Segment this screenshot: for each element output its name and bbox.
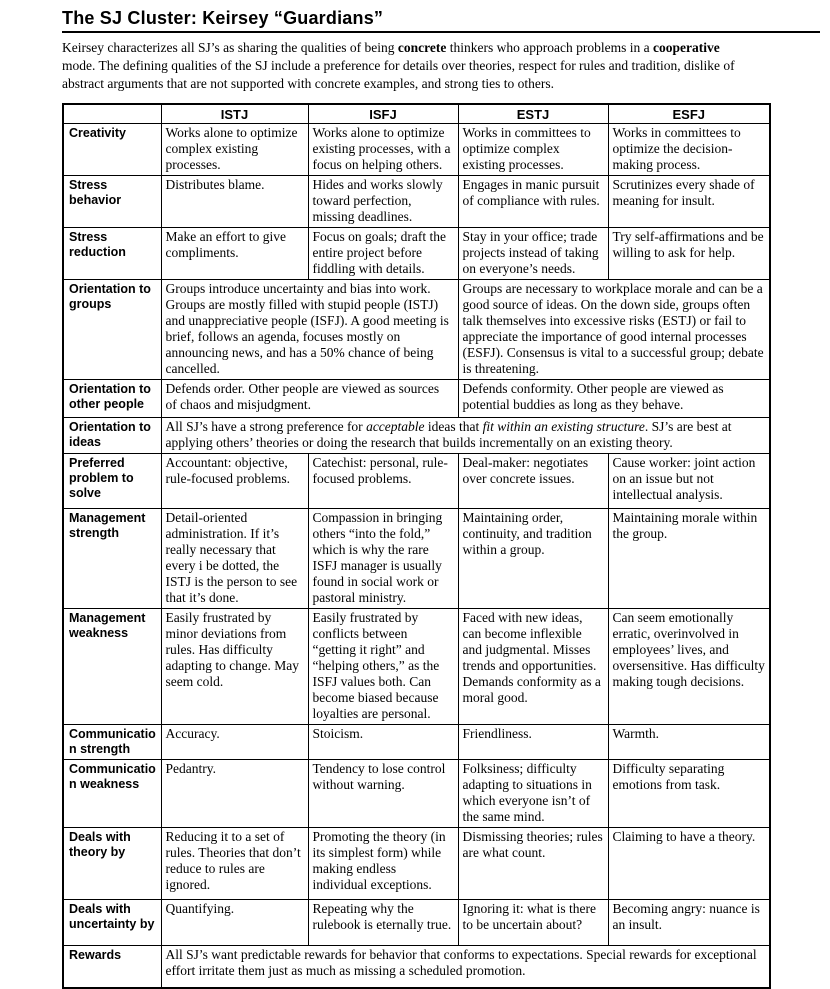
row-header-orientation-to-groups: Orientation to groups bbox=[63, 280, 161, 380]
title-rule bbox=[62, 31, 820, 33]
cell-estj-esfj: Groups are necessary to workplace morale and can be a good source of ideas. On the down side, groups often talk themselves into excessive risks (ESTJ) or fail to appreciate the importance of good internal processes (ESFJ). Consensus is vital to a successful group; debate is threatening. bbox=[458, 280, 770, 380]
row-orientation-to-ideas bbox=[63, 418, 770, 454]
ideas-text-2: ideas that bbox=[424, 419, 483, 434]
cell-esfj: Becoming angry: nuance is an insult. bbox=[608, 900, 770, 946]
cell-isfj: Works alone to optimize existing processes, with a focus on helping others. bbox=[308, 124, 458, 176]
cell-esfj: Warmth. bbox=[608, 725, 770, 760]
cell-estj: Faced with new ideas, can become inflexible and judgmental. Misses trends and opportunities. Demands conformity as a moral good. bbox=[458, 609, 608, 725]
intro-bold-concrete: concrete bbox=[397, 40, 447, 55]
cell-isfj: Easily frustrated by conflicts between “getting it right” and “helping others,” as the ISFJ values both. Can become biased because loyalties are personal. bbox=[308, 609, 458, 725]
cell-istj: Quantifying. bbox=[161, 900, 308, 946]
row-orientation-to-other-people bbox=[63, 380, 770, 418]
row-header-communication-weakness: Communication weakness bbox=[63, 760, 161, 828]
cell-istj: Make an effort to give compliments. bbox=[161, 228, 308, 280]
row-creativity bbox=[63, 124, 770, 176]
cell-istj: Reducing it to a set of rules. Theories that don’t reduce to rules are ignored. bbox=[161, 828, 308, 900]
cell-istj: Detail-oriented administration. If it’s really necessary that every i be dotted, the ISTJ is the person to see that it’s done. bbox=[161, 509, 308, 609]
row-header-management-weakness: Management weakness bbox=[63, 609, 161, 725]
cell-esfj: Scrutinizes every shade of meaning for insult. bbox=[608, 176, 770, 228]
cell-istj: Accuracy. bbox=[161, 725, 308, 760]
row-header-preferred-problem-to-solve: Preferred problem to solve bbox=[63, 454, 161, 509]
cell-istj: Distributes blame. bbox=[161, 176, 308, 228]
cell-all-sj: All SJ’s want predictable rewards for behavior that conforms to expectations. Special rewards for exceptional effort irritate them just as much as missing a scheduled promotion. bbox=[161, 946, 770, 988]
row-communication-strength bbox=[63, 725, 770, 760]
row-management-strength bbox=[63, 509, 770, 609]
cell-isfj: Catechist: personal, rule-focused problems. bbox=[308, 454, 458, 509]
page-title: The SJ Cluster: Keirsey “Guardians” bbox=[62, 8, 384, 28]
row-stress-behavior bbox=[63, 176, 770, 228]
intro-text-2: thinkers who approach problems in a bbox=[446, 40, 653, 55]
cell-esfj: Try self-affirmations and be willing to ask for help. bbox=[608, 228, 770, 280]
row-header-orientation-to-other-people: Orientation to other people bbox=[63, 380, 161, 418]
cell-estj: Works in committees to optimize complex existing processes. bbox=[458, 124, 608, 176]
cell-isfj: Hides and works slowly toward perfection, missing deadlines. bbox=[308, 176, 458, 228]
cell-estj: Deal-maker: negotiates over concrete issues. bbox=[458, 454, 608, 509]
row-header-deals-with-theory-by: Deals with theory by bbox=[63, 828, 161, 900]
cell-istj: Easily frustrated by minor deviations from rules. Has difficulty adapting to change. May seem cold. bbox=[161, 609, 308, 725]
cell-isfj: Repeating why the rulebook is eternally true. bbox=[308, 900, 458, 946]
row-communication-weakness bbox=[63, 760, 770, 828]
cell-estj: Engages in manic pursuit of compliance with rules. bbox=[458, 176, 608, 228]
cell-esfj: Cause worker: joint action on an issue but not intellectual analysis. bbox=[608, 454, 770, 509]
column-header-row bbox=[63, 104, 770, 124]
row-header-management-strength: Management strength bbox=[63, 509, 161, 609]
cell-estj-esfj: Defends conformity. Other people are viewed as potential buddies as long as they behave. bbox=[458, 380, 770, 418]
ideas-text-3: . SJ’s are best at applying others’ theories or doing the research that builds incrementally on an existing theory. bbox=[165, 419, 732, 450]
corner-cell bbox=[63, 104, 161, 124]
row-management-weakness bbox=[63, 609, 770, 725]
cell-estj: Maintaining order, continuity, and tradition within a group. bbox=[458, 509, 608, 609]
cell-esfj: Claiming to have a theory. bbox=[608, 828, 770, 900]
cell-esfj: Can seem emotionally erratic, overinvolved in employees’ lives, and oversensitive. Has difficulty making tough decisions. bbox=[608, 609, 770, 725]
cell-estj: Ignoring it: what is there to be uncertain about? bbox=[458, 900, 608, 946]
row-header-deals-with-uncertainty-by: Deals with uncertainty by bbox=[63, 900, 161, 946]
cell-isfj: Tendency to lose control without warning. bbox=[308, 760, 458, 828]
intro-paragraph bbox=[62, 39, 754, 93]
row-header-orientation-to-ideas: Orientation to ideas bbox=[63, 418, 161, 454]
cell-isfj: Compassion in bringing others “into the fold,” which is why the rare ISFJ manager is usually found in social work or pastoral ministry. bbox=[308, 509, 458, 609]
row-stress-reduction bbox=[63, 228, 770, 280]
cell-esfj: Works in committees to optimize the decision-making process. bbox=[608, 124, 770, 176]
cell-isfj: Focus on goals; draft the entire project before fiddling with details. bbox=[308, 228, 458, 280]
ideas-italic-1: acceptable bbox=[366, 419, 425, 434]
col-header-estj: ESTJ bbox=[458, 104, 608, 124]
row-header-stress-behavior: Stress behavior bbox=[63, 176, 161, 228]
row-header-rewards: Rewards bbox=[63, 946, 161, 988]
cell-estj: Stay in your office; trade projects instead of taking on everyone’s needs. bbox=[458, 228, 608, 280]
row-orientation-to-groups bbox=[63, 280, 770, 380]
cell-estj: Dismissing theories; rules are what count. bbox=[458, 828, 608, 900]
col-header-esfj: ESFJ bbox=[608, 104, 770, 124]
cell-esfj: Maintaining morale within the group. bbox=[608, 509, 770, 609]
row-header-stress-reduction: Stress reduction bbox=[63, 228, 161, 280]
ideas-italic-2: fit within an existing structure bbox=[482, 419, 645, 434]
cell-istj-isfj: Groups introduce uncertainty and bias into work. Groups are mostly filled with stupid people (ISTJ) and unappreciative people (ISFJ). A good meeting is brief, follows an agenda, focuses mostly on announcing news, and has a 50% chance of being cancelled. bbox=[161, 280, 458, 380]
row-header-communication-strength: Communication strength bbox=[63, 725, 161, 760]
cell-isfj: Promoting the theory (in its simplest form) while making endless individual exceptions. bbox=[308, 828, 458, 900]
cell-istj: Pedantry. bbox=[161, 760, 308, 828]
row-deals-with-uncertainty-by bbox=[63, 900, 770, 946]
intro-bold-cooperative: cooperative bbox=[652, 40, 720, 55]
row-preferred-problem-to-solve bbox=[63, 454, 770, 509]
sj-guardians-table bbox=[62, 103, 771, 989]
cell-istj: Works alone to optimize complex existing processes. bbox=[161, 124, 308, 176]
cell-all-sj bbox=[161, 418, 770, 454]
cell-estj: Folksiness; difficulty adapting to situations in which everyone isn’t of the same mind. bbox=[458, 760, 608, 828]
cell-istj: Accountant: objective, rule-focused problems. bbox=[161, 454, 308, 509]
row-deals-with-theory-by bbox=[63, 828, 770, 900]
col-header-isfj: ISFJ bbox=[308, 104, 458, 124]
cell-isfj: Stoicism. bbox=[308, 725, 458, 760]
cell-esfj: Difficulty separating emotions from task. bbox=[608, 760, 770, 828]
intro-text-3: mode. The defining qualities of the SJ include a preference for details over theories, respect for rules and tradition, dislike of abstract arguments that are not supported with concrete examples, and strong ties to others. bbox=[62, 58, 735, 91]
cell-estj: Friendliness. bbox=[458, 725, 608, 760]
intro-text-1: Keirsey characterizes all SJ’s as sharing the qualities of being bbox=[62, 40, 398, 55]
cell-istj-isfj: Defends order. Other people are viewed as sources of chaos and misjudgment. bbox=[161, 380, 458, 418]
row-header-creativity: Creativity bbox=[63, 124, 161, 176]
ideas-text-1: All SJ’s have a strong preference for bbox=[165, 419, 367, 434]
col-header-istj: ISTJ bbox=[161, 104, 308, 124]
row-rewards bbox=[63, 946, 770, 988]
